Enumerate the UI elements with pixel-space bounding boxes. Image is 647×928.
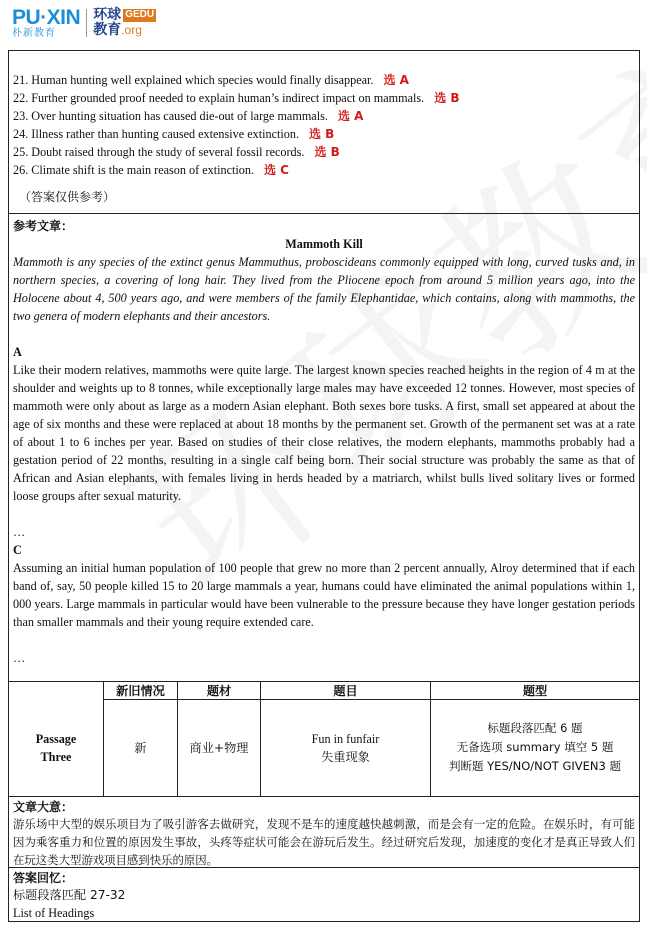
divider: [9, 867, 639, 868]
article-summary: [13, 798, 635, 869]
title-cell: [261, 699, 430, 796]
status-cell: 新: [134, 741, 147, 755]
answer-item: [13, 107, 633, 125]
recall-label: 答案回忆：: [13, 871, 74, 885]
answer-item: [13, 125, 633, 143]
gedu-logo-cn2: 教育: [93, 22, 122, 38]
article-title: Mammoth Kill: [285, 237, 363, 251]
summary-text: 游乐场中大型的娱乐项目为了吸引游客去做研究，发现不是车的速度越快越刺激，而是会有一定的危险。在娱乐时，有可能因为乘客重力和位置的原因发生事故，头疼等症状可能会在游玩后发生。经过研究后发现，加速度的变化才是真正导致人们在玩这类大型游戏项目感到快乐的原因。: [13, 817, 635, 867]
passage-label: Passage: [35, 731, 77, 746]
title-chinese: 失重现象: [321, 749, 370, 764]
gedu-logo: [93, 8, 156, 37]
answer-choice: 选 B: [434, 91, 460, 105]
subject-cell: 商业+物理: [189, 741, 249, 755]
reference-label: 参考文章：: [13, 219, 74, 233]
paragraph-letter-c: C: [13, 543, 22, 557]
passage-cell: [9, 699, 103, 796]
puxin-logo-subtext: 朴新教育: [12, 28, 56, 39]
table-header: 新旧情况: [116, 683, 165, 698]
table-header: 题型: [522, 683, 548, 698]
paragraph-c: Assuming an initial human population of 100 people that grew no more than 2 percent annually, Alroy determined that if each band of, say, 50 people killed 15 to 20 large mammals a year, humans could have eliminated the animal populations within 1, 000 years. Large mammals in particular would have been vulnerable to the pressure because they have longer gestation periods than smaller mammals and their young require extended care.: [13, 561, 635, 629]
page-header: [0, 0, 647, 46]
answer-recall: [13, 869, 635, 922]
answer-choice: 选 B: [309, 127, 335, 141]
gedu-logo-cn1: 环球: [93, 7, 122, 24]
divider: [9, 213, 639, 214]
answer-choice: 选 A: [337, 109, 364, 123]
passage-number: Three: [40, 749, 72, 764]
brand-logo: [12, 6, 156, 40]
answer-item: [13, 89, 633, 107]
answer-item: [13, 161, 633, 179]
answer-list: [13, 71, 633, 179]
answer-question: 25. Doubt raised through the study of several fossil records.: [13, 145, 305, 159]
puxin-logo: [12, 7, 80, 39]
types-cell: [431, 699, 639, 796]
answer-item: [13, 143, 633, 161]
answer-question: 24. Illness rather than hunting caused extensive extinction.: [13, 127, 299, 141]
table-header: 题材: [206, 683, 232, 698]
divider: [9, 796, 639, 797]
answer-note: （答案仅供参考）: [19, 190, 116, 204]
paragraph-letter-a: A: [13, 345, 22, 359]
answer-item: [13, 71, 633, 89]
reference-article: [13, 217, 635, 667]
paragraph-a: Like their modern relatives, mammoths were quite large. The largest known species reached heights in the region of 4 m at the shoulder and weights up to 8 tonnes, while exceptionally large males may have exceeded 12 tonnes. However, most species of mammoth were only about as large as a modern Asian elephant. Both sexes bore tusks. A first, small set appeared at about the age of six months and these were replaced at about 18 months by the permanent set. Growth of the permanent set was at a rate of about 1 to 6 inches per year. Based on studies of their close relatives, the modern elephants, mammoths probably had a gestation period of 22 months, resulting in a single calf being born. Their social structure was probably the same as that of African and Asian elephants, with females living in herds headed by a matriarch, whilst bulls lived solitary lives or formed loose groups after sexual maturity.: [13, 363, 635, 503]
ellipsis: …: [13, 525, 26, 539]
answer-choice: 选 B: [314, 145, 340, 159]
passage-info-table: [9, 681, 639, 796]
recall-line: 标题段落匹配 27-32: [13, 888, 126, 902]
puxin-logo-text: PU·XIN: [12, 6, 81, 29]
question-type: 判断题 YES/NO/NOT GIVEN3 题: [449, 759, 621, 773]
table-header: 题目: [333, 683, 358, 698]
title-english: Fun in funfair: [311, 731, 380, 746]
question-type: 标题段落匹配 6 题: [487, 721, 583, 735]
recall-line: List of Headings: [13, 906, 95, 920]
ellipsis: …: [13, 651, 26, 665]
gedu-logo-en2: .org: [121, 23, 142, 38]
answer-question: 22. Further grounded proof needed to explain human’s indirect impact on mammals.: [13, 91, 425, 105]
logo-divider: [86, 9, 87, 37]
article-intro: Mammoth is any species of the extinct genus Mammuthus, proboscideans commonly equipped with long, curved tusks and, in northern species, a covering of long hair. They lived from the Pliocene epoch from around 5 million years ago, into the Holocene about 4, 500 years ago, and were members of the family Elephantidae, which contains, along with mammoths, the two genera of modern elephants and their ancestors.: [13, 255, 635, 323]
answer-choice: 选 A: [383, 73, 409, 87]
answer-choice: 选 C: [264, 163, 289, 177]
answer-question: 21. Human hunting well explained which species would finally disappear.: [13, 73, 374, 87]
gedu-logo-en1: GEDU: [125, 9, 155, 21]
question-type: 无备选项 summary 填空 5 题: [456, 740, 614, 754]
answer-question: 23. Over hunting situation has caused die-out of large mammals.: [13, 109, 328, 123]
document-frame: [8, 50, 640, 922]
answer-question: 26. Climate shift is the main reason of extinction.: [13, 163, 254, 177]
summary-label: 文章大意：: [13, 800, 74, 814]
